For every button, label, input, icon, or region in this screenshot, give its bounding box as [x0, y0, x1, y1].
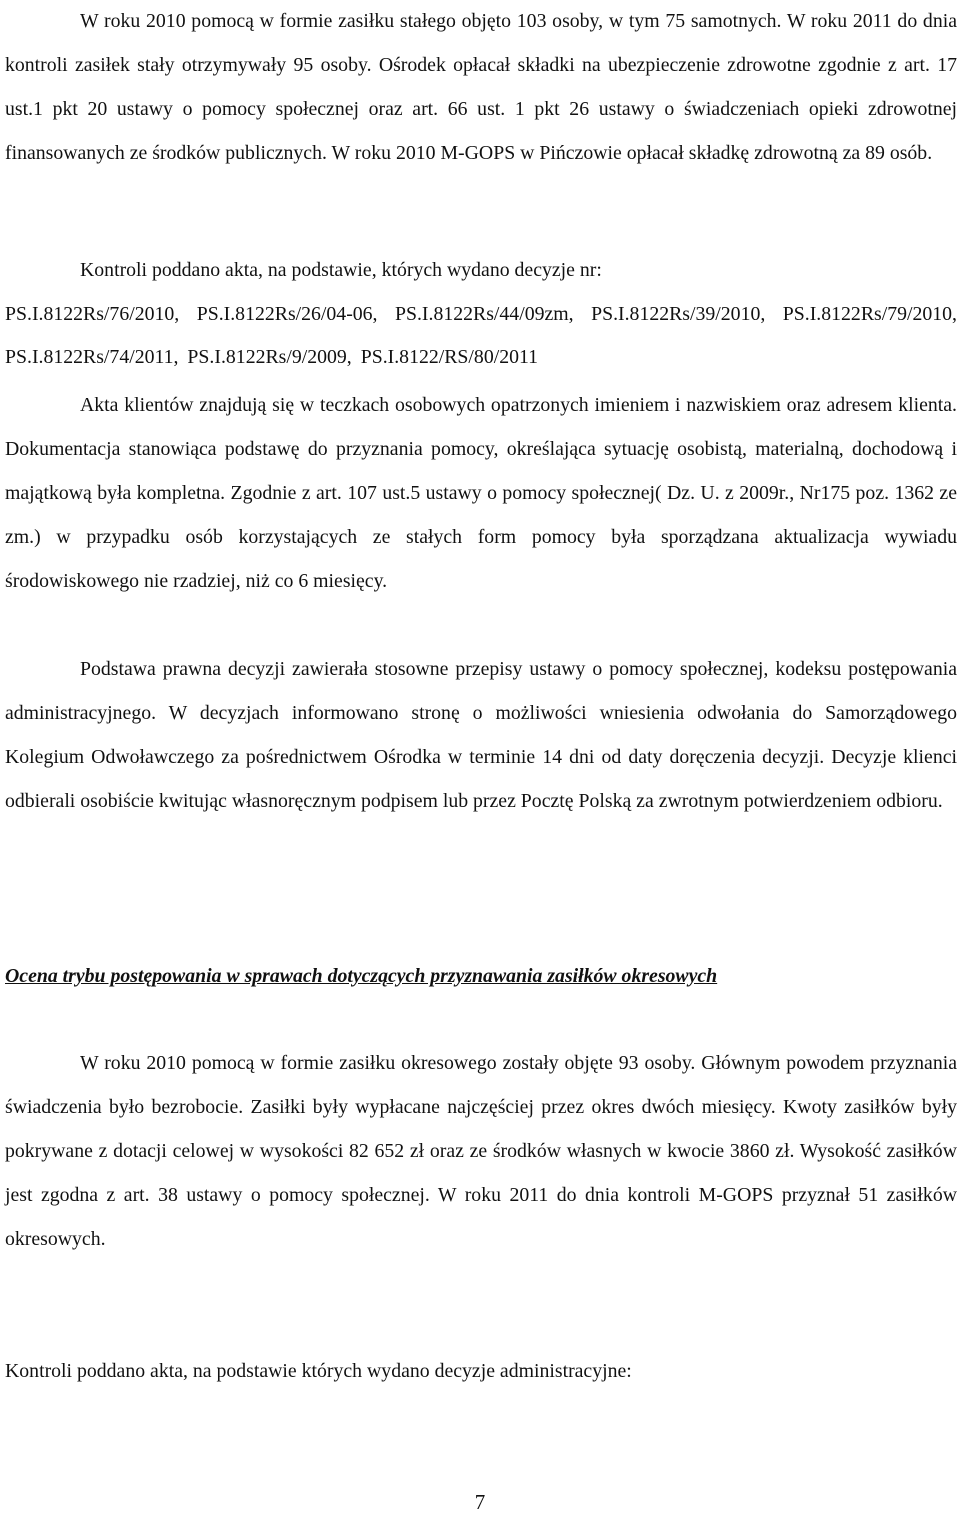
section-heading: Ocena trybu postępowania w sprawach dotyczących przyznawania zasiłków okresowych: [5, 965, 718, 987]
paragraph-zasilek-staly: W roku 2010 pomocą w formie zasiłku stałego objęto 103 osoby, w tym 75 samotnych. W roku 2011 do dnia kontroli zasiłek stały otrzymywały 95 osoby. Ośrodek opłacał składki na ubezpieczenie zdrowotne zgodnie z art. 17 ust.1 pkt 20 ustawy o pomocy społecznej oraz art. 66 ust. 1 pkt 26 ustawy o świadczeniach opieki zdrowotnej finansowanych ze środków publicznych. W roku 2010 M-GOPS w Pińczowie opłacał składkę zdrowotną za 89 osób.: [5, 10, 957, 164]
paragraph-kontroli-intro: Kontroli poddano akta, na podstawie, których wydano decyzje nr:: [80, 259, 602, 281]
paragraph-podstawa-prawna: Podstawa prawna decyzji zawierała stosowne przepisy ustawy o pomocy społecznej, kodeksu postępowania administracyjnego. W decyzjach informowano stronę o możliwości wniesienia odwołania do Samorządowego Kolegium Odwoławczego za pośrednictwem Ośrodka w terminie 14 dni od daty doręczenia decyzji. Decyzje klienci odbierali osobiście kwitując własnoręcznym podpisem lub przez Pocztę Polską za zwrotnym potwierdzeniem odbioru.: [5, 658, 957, 812]
paragraph-akta-klientow: Akta klientów znajdują się w teczkach osobowych opatrzonych imieniem i nazwiskiem oraz adresem klienta. Dokumentacja stanowiąca podstawę do przyznania pomocy, określająca sytuację osobistą, materialną, dochodową i majątkową była kompletna. Zgodnie z art. 107 ust.5 ustawy o pomocy społecznej( Dz. U. z 2009r., Nr175 poz. 1362 ze zm.) w przypadku osób korzystających ze stałych form pomocy była sporządzana aktualizacja wywiadu środowiskowego nie rzadziej, niż co 6 miesięcy.: [5, 394, 957, 592]
paragraph-kontroli-decyzje: Kontroli poddano akta, na podstawie których wydano decyzje administracyjne:: [5, 1360, 632, 1382]
paragraph-decision-numbers: PS.I.8122Rs/76/2010, PS.I.8122Rs/26/04-06, PS.I.8122Rs/44/09zm, PS.I.8122Rs/39/2010, PS.I.8122Rs/79/2010, PS.I.8122Rs/74/2011, PS.I.8122Rs/9/2009, PS.I.8122/RS/80/2011: [5, 303, 957, 368]
paragraph-zasilek-okresowy: W roku 2010 pomocą w formie zasiłku okresowego zostały objęte 93 osoby. Głównym powodem przyznania świadczenia było bezrobocie. Zasiłki były wypłacane najczęściej przez okres dwóch miesięcy. Kwoty zasiłków były pokrywane z dotacji celowej w wysokości 82 652 zł oraz ze środków własnych w kwocie 3860 zł. Wysokość zasiłków jest zgodna z art. 38 ustawy o pomocy społecznej. W roku 2011 do dnia kontroli M-GOPS przyznał 51 zasiłków okresowych.: [5, 1052, 957, 1250]
page-number: 7: [474, 1490, 486, 1514]
